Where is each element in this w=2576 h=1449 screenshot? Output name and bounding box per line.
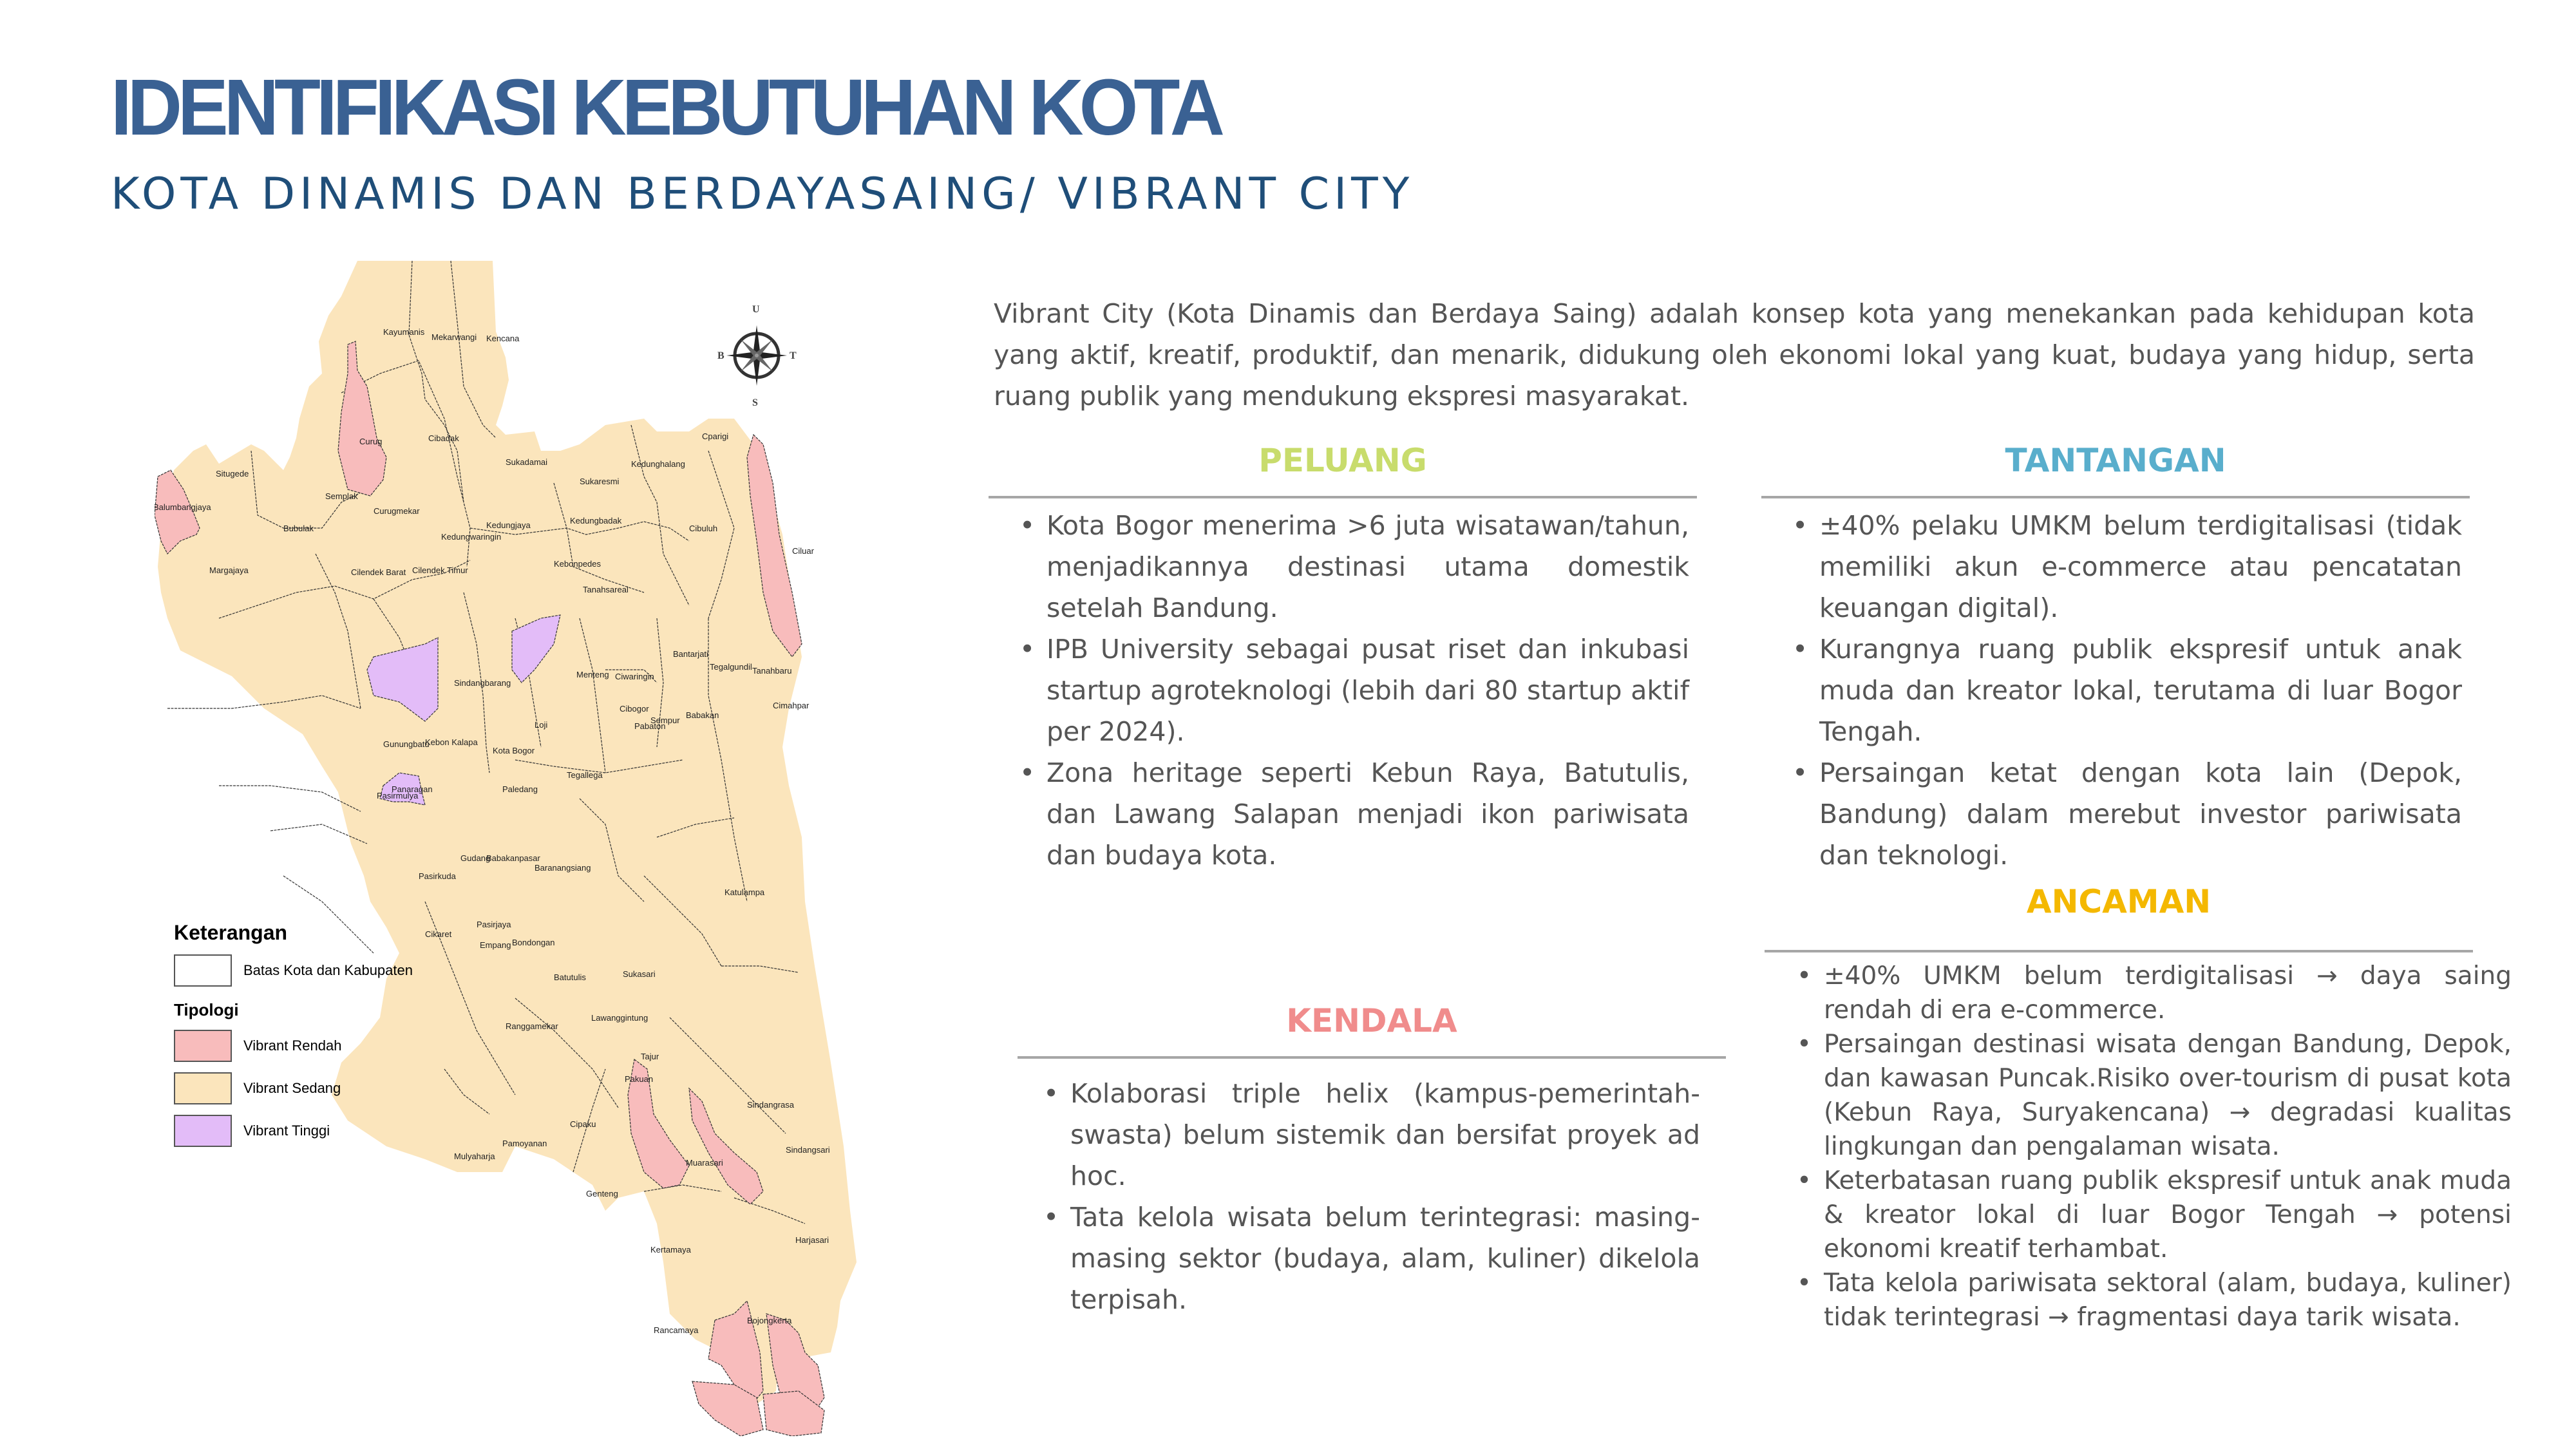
map-label: Kayumanis xyxy=(383,327,425,337)
legend-label: Batas Kota dan Kabupaten xyxy=(243,962,413,978)
map-label: Semplak xyxy=(325,491,358,501)
map-label: Cipaku xyxy=(570,1119,596,1129)
peluang-list xyxy=(989,505,1689,876)
map-label: Sukasari xyxy=(623,969,656,979)
map-label: Tajur xyxy=(641,1052,659,1061)
legend-label: Vibrant Sedang xyxy=(243,1080,341,1096)
map-label: Kebon Kalapa xyxy=(425,737,478,747)
section-kendala xyxy=(1018,1001,1726,1320)
list-item: • Tata kelola wisata belum terintegrasi: masing-masing sektor (budaya, alam, kuliner) dikelola terpisah. xyxy=(1043,1197,1700,1320)
map-label: Kedungwaringin xyxy=(441,532,502,542)
list-item: • ±40% UMKM belum terdigitalisasi → daya saing rendah di era e-commerce. xyxy=(1797,959,2512,1027)
map-label: Katulampa xyxy=(724,887,765,897)
legend-row-tinggi xyxy=(174,1114,560,1148)
map-label: Cibogor xyxy=(620,704,649,714)
map-label: Tanahbaru xyxy=(752,666,792,676)
page-title: IDENTIFIKASI KEBUTUHAN KOTA xyxy=(111,62,1220,153)
map-label: Mulyaharja xyxy=(454,1151,495,1161)
map-label: Kota Bogor xyxy=(493,746,535,755)
map-label: Batutulis xyxy=(554,972,586,982)
map-label: Sindangrasa xyxy=(747,1100,794,1110)
map-label: Panaragan xyxy=(392,784,433,794)
compass-icon xyxy=(708,299,805,409)
map-label: Bojongkerta xyxy=(747,1316,792,1325)
divider xyxy=(1765,950,2473,952)
legend-typology-title: Tipologi xyxy=(174,1000,239,1019)
map-label: Curugmekar xyxy=(374,506,420,516)
map-label: Babakanpasar xyxy=(486,853,540,863)
map-label: Ciwaringin xyxy=(615,672,654,681)
map-label: Cparigi xyxy=(702,431,729,441)
map-label: Pamoyanan xyxy=(502,1139,547,1148)
map-label: Paledang xyxy=(502,784,538,794)
section-heading-peluang: PELUANG xyxy=(1258,442,1427,479)
compass-east-label: T xyxy=(790,350,797,361)
map-label: Genteng xyxy=(586,1189,618,1198)
map-label: Pabaton xyxy=(634,721,666,731)
map-label: Tegalgundil xyxy=(710,662,752,672)
map-label: Pasirjaya xyxy=(477,920,511,929)
list-item: • Persaingan destinasi wisata dengan Bandung, Depok, dan kawasan Puncak.Risiko over-tourism di pusat kota (Kebun Raya, Suryakencana) → degradasi kualitas lingkungan dan pengalaman wisata. xyxy=(1797,1027,2512,1164)
list-item: • Keterbatasan ruang publik ekspresif untuk anak muda & kreator lokal di luar Bogor Tengah → potensi ekonomi kreatif terhambat. xyxy=(1797,1164,2512,1266)
map-label: Loji xyxy=(535,720,548,730)
legend-row-rendah xyxy=(174,1029,560,1063)
vibrant-city-map xyxy=(155,258,947,1436)
section-heading-ancaman: ANCAMAN xyxy=(2026,883,2211,920)
map-label: Gunungbatu xyxy=(383,739,430,749)
section-tantangan xyxy=(1761,441,2470,876)
ancaman-list xyxy=(1765,959,2512,1334)
section-heading-kendala: KENDALA xyxy=(1286,1002,1457,1039)
map-label: Sempur xyxy=(650,715,680,725)
list-item: • Tata kelola pariwisata sektoral (alam, budaya, kuliner) tidak terintegrasi → fragmentasi daya tarik wisata. xyxy=(1797,1266,2512,1334)
map-label: Muarasari xyxy=(686,1158,723,1168)
map-label: Sukaresmi xyxy=(580,477,620,486)
map-label: Kedungjaya xyxy=(486,520,531,530)
map-label: Baranangsiang xyxy=(535,863,591,873)
map-label: Menteng xyxy=(576,670,609,679)
map-region-base xyxy=(158,261,857,1410)
legend-label: Vibrant Rendah xyxy=(243,1037,342,1054)
map-label: Kencana xyxy=(486,334,520,343)
map-label: Pasirkuda xyxy=(419,871,456,881)
map-label: Cibadak xyxy=(428,433,459,443)
list-item: • Zona heritage seperti Kebun Raya, Batutulis, dan Lawang Salapan menjadi ikon pariwisata dan budaya kota. xyxy=(1019,752,1689,876)
tantangan-list xyxy=(1761,505,2462,876)
compass-west-label: B xyxy=(717,350,724,361)
map-label: Pasirmulya xyxy=(377,791,419,800)
map-label: Curug xyxy=(359,437,383,446)
list-item: • Kota Bogor menerima >6 juta wisatawan/tahun, menjadikannya destinasi utama domestik setelah Bandung. xyxy=(1019,505,1689,629)
map-label: Cilendek Timur xyxy=(412,565,468,575)
map-label: Ranggamekar xyxy=(506,1021,558,1031)
map-label: Kedunghalang xyxy=(631,459,685,469)
divider xyxy=(1761,496,2470,498)
map-label: Babakan xyxy=(686,710,719,720)
section-heading-tantangan: TANTANGAN xyxy=(2005,442,2226,479)
intro-paragraph: Vibrant City (Kota Dinamis dan Berdaya Saing) adalah konsep kota yang menekankan pada kehidupan kota yang aktif, kreatif, produktif, dan menarik, didukung oleh ekonomi lokal yang kuat, budaya yang hidup, serta ruang publik yang mendukung ekspresi masyarakat. xyxy=(994,298,2475,412)
section-ancaman xyxy=(1765,882,2524,1334)
list-item: • ±40% pelaku UMKM belum terdigitalisasi (tidak memiliki akun e-commerce atau pencatatan keuangan digital). xyxy=(1792,505,2462,629)
map-legend xyxy=(174,921,560,1148)
map-label: Kedungbadak xyxy=(570,516,622,526)
map-label: Gudang xyxy=(460,853,491,863)
list-item: • Persaingan ketat dengan kota lain (Depok, Bandung) dalam merebut investor pariwisata dan teknologi. xyxy=(1792,752,2462,876)
map-regions xyxy=(158,261,857,1410)
legend-row-sedang xyxy=(174,1072,560,1105)
map-label: Sindangbarang xyxy=(454,678,511,688)
map-label: Tegallega xyxy=(567,770,603,780)
map-label: Mekarwangi xyxy=(431,332,477,342)
map-label: Cibuluh xyxy=(689,524,718,533)
map-label: Kebonpedes xyxy=(554,559,601,569)
map-label: Sukadamai xyxy=(506,457,548,467)
map-label: Kertamaya xyxy=(650,1245,691,1255)
list-item: • Kolaborasi triple helix (kampus-pemerintah-swasta) belum sistemik dan bersifat proyek ad hoc. xyxy=(1043,1073,1700,1197)
legend-swatch-tinggi xyxy=(174,1115,232,1147)
divider xyxy=(1018,1056,1726,1059)
legend-label: Vibrant Tinggi xyxy=(243,1122,330,1139)
map-label: Lawanggintung xyxy=(591,1013,649,1023)
map-label: Margajaya xyxy=(209,565,249,575)
map-label: Bondongan xyxy=(512,938,555,947)
section-peluang xyxy=(989,441,1697,876)
page-subtitle: KOTA DINAMIS DAN BERDAYASAING/ VIBRANT CITY xyxy=(111,169,1414,220)
map-label: Bantarjati xyxy=(673,649,708,659)
divider xyxy=(989,496,1697,498)
map-label: Empang xyxy=(480,940,511,950)
map-label: Pakuan xyxy=(625,1074,654,1084)
legend-swatch-boundary xyxy=(174,954,232,987)
legend-swatch-rendah xyxy=(174,1030,232,1062)
legend-row-boundary xyxy=(174,954,560,987)
map-label: Bubulak xyxy=(283,524,314,533)
map-label: Harjasari xyxy=(795,1235,829,1245)
map-label: Cikaret xyxy=(425,929,452,939)
map-label: Rancamaya xyxy=(654,1325,699,1335)
map-svg xyxy=(155,258,947,1436)
kendala-list xyxy=(1018,1073,1700,1320)
legend-title: Keterangan xyxy=(174,921,288,944)
map-label: Ciluar xyxy=(792,546,814,556)
list-item: • Kurangnya ruang publik ekspresif untuk anak muda dan kreator lokal, terutama di luar Bogor Tengah. xyxy=(1792,629,2462,752)
map-label: Cimahpar xyxy=(773,701,810,710)
legend-swatch-sedang xyxy=(174,1072,232,1104)
compass-south-label: S xyxy=(752,397,758,408)
map-label: Balumbangjaya xyxy=(155,502,211,512)
map-label: Cilendek Barat xyxy=(351,567,406,577)
compass-rose xyxy=(708,299,805,409)
map-label: Situgede xyxy=(216,469,249,478)
compass-north-label: U xyxy=(752,304,760,315)
map-label: Tanahsareal xyxy=(583,585,629,594)
map-label: Sindangsari xyxy=(786,1145,830,1155)
list-item: • IPB University sebagai pusat riset dan inkubasi startup agroteknologi (lebih dari 80 startup aktif per 2024). xyxy=(1019,629,1689,752)
